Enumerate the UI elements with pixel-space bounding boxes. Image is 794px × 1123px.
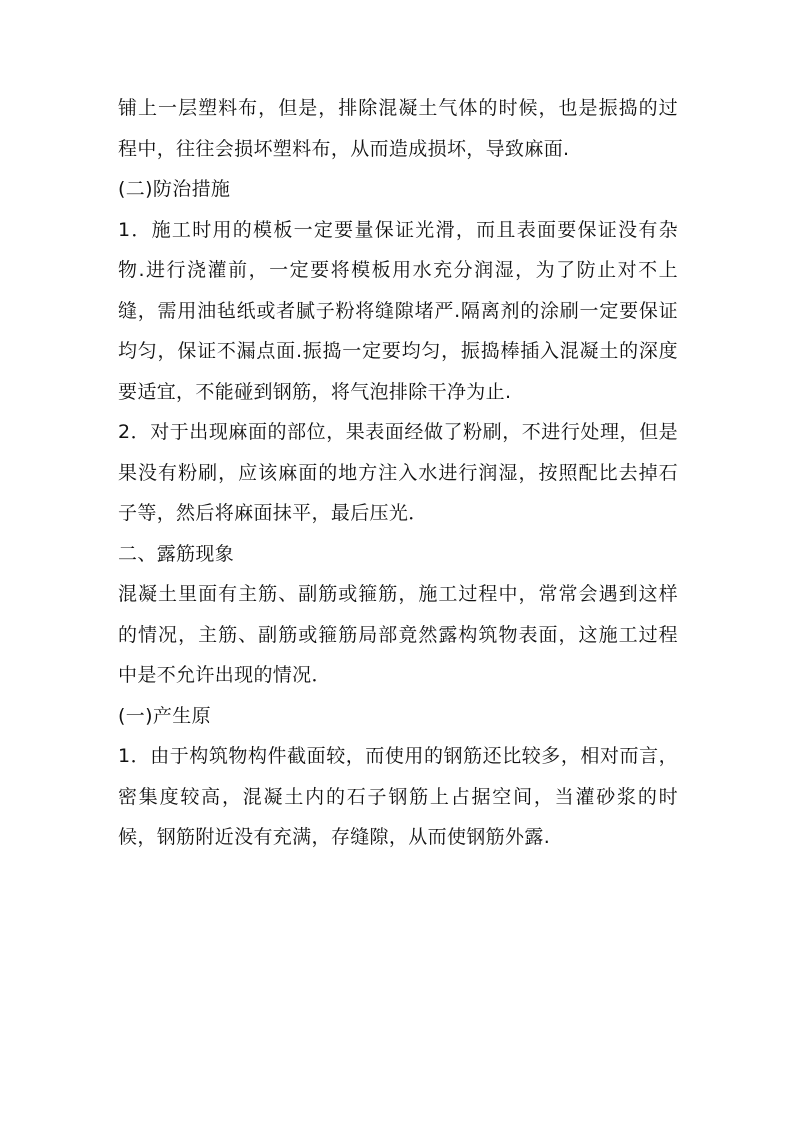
paragraph-measure-1: 1．施工时用的模板一定要量保证光滑，而且表面要保证没有杂物.进行浇灌前，一定要将模板用水充分润湿，为了防止对不上缝，需用油毡纸或者腻子粉将缝隙堵严.隔离剂的涂刷一定要保证均匀，保证不漏点面.振捣一定要均匀，振捣棒插入混凝土的深度要适宜，不能碰到钢筋，将气泡排除干净为止.: [118, 218, 678, 403]
paragraph-continued-text: 铺上一层塑料布，但是，排除混凝土气体的时候，也是振捣的过程中，往往会损坏塑料布，从而造成损坏，导致麻面.: [118, 97, 678, 160]
heading-causes: (一)产生原: [118, 704, 211, 727]
document-body: [118, 88, 678, 858]
heading-prevention-measures: (二)防治措施: [118, 178, 231, 200]
paragraph-exposed-rebar-description: 混凝土里面有主筋、副筋或箍筋，施工过程中，常常会遇到这样的情况，主筋、副筋或箍筋局部竟然露构筑物表面，这施工过程中是不允许出现的情况．: [118, 583, 678, 686]
paragraph-cause-1: 1．由于构筑物构件截面较，而使用的钢筋还比较多，相对而言，密集度较高，混凝土内的石子钢筋上占据空间，当灌砂浆的时候，钢筋附近没有充满，存缝隙，从而使钢筋外露.: [118, 745, 678, 848]
paragraph-measure-2: 2．对于出现麻面的部位，果表面经做了粉刷，不进行处理，但是果没有粉刷，应该麻面的地方注入水进行润湿，按照配比去掉石子等，然后将麻面抹平，最后压光．: [118, 421, 678, 524]
heading-exposed-rebar: 二、露筋现象: [118, 542, 235, 565]
